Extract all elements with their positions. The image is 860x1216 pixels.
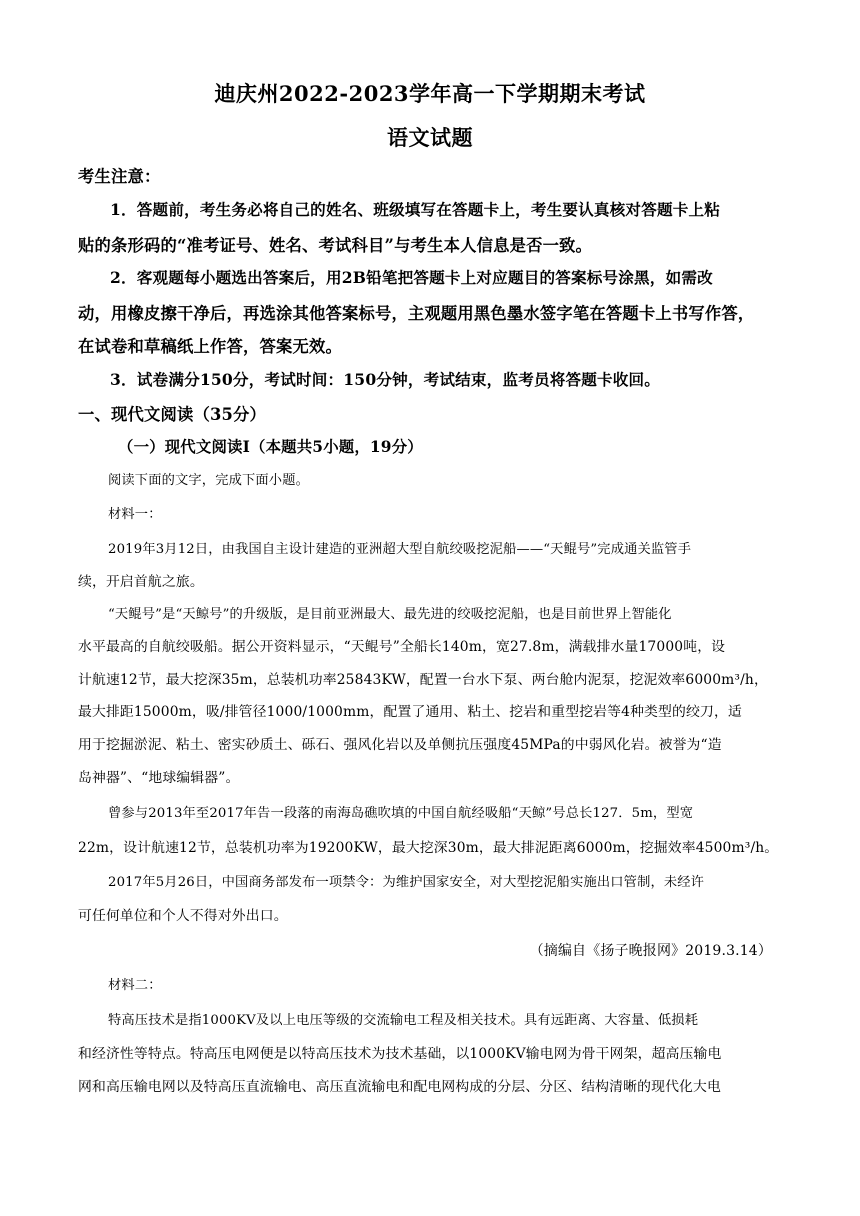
notice-line-2: 贴的条形码的“准考证号、姓名、考试科目”与考生本人信息是否一致。 <box>78 236 593 255</box>
notice-line-1: 1．答题前，考生务必将自己的姓名、班级填写在答题卡上，考生要认真核对答题卡上粘 <box>110 200 721 219</box>
exam-title: 迪庆州2022-2023学年高一下学期期末考试 <box>214 81 646 106</box>
material-1-line: 岛神器”、“地球编辑器”。 <box>78 770 240 786</box>
material-1-line: 计航速12节，最大挖深35m，总装机功率25843KW，配置一台水下泵、两台舱内泥泵，挖泥效率6000m³/h， <box>78 672 768 688</box>
material-1-line: 续，开启首航之旅。 <box>78 574 204 590</box>
notice-heading: 考生注意： <box>78 167 161 186</box>
material-1-line: 可任何单位和个人不得对外出口。 <box>78 908 288 924</box>
section-subheading: （一）现代文阅读Ⅰ（本题共5小题，19分） <box>118 438 423 456</box>
material-1-line: 水平最高的自航绞吸船。据公开资料显示，“天鲲号”全船长140m，宽27.8m，满载排水量17000吨，设 <box>78 639 726 655</box>
notice-line-3: 2．客观题每小题选出答案后，用2B铅笔把答题卡上对应题目的答案标号涂黑，如需改 <box>110 268 713 287</box>
material-2-label: 材料二： <box>108 978 162 993</box>
material-1-line: 2019年3月12日，由我国自主设计建造的亚洲超大型自航绞吸挖泥船——“天鲲号”完成通关监管手 <box>108 542 692 557</box>
reading-instruction: 阅读下面的文字，完成下面小题。 <box>108 473 310 488</box>
material-1-line: “天鲲号”是“天鲸号”的升级版，是目前亚洲最大、最先进的绞吸挖泥船，也是目前世界上智能化 <box>108 607 672 622</box>
notice-line-5: 在试卷和草稿纸上作答，答案无效。 <box>78 337 342 356</box>
material-1-line: 最大排距15000m，吸/排管径1000/1000mm，配置了通用、粘土、挖岩和重型挖岩等4种类型的绞刀，适 <box>78 704 742 720</box>
material-1-label: 材料一： <box>108 507 162 522</box>
material-2-line: 和经济性等特点。特高压电网便是以特高压技术为技术基础，以1000KV输电网为骨干网架，超高压输电 <box>78 1046 722 1062</box>
material-2-line: 网和高压输电网以及特高压直流输电、高压直流输电和配电网构成的分层、分区、结构清晰的现代化大电 <box>78 1079 721 1095</box>
material-1-line: 曾参与2013年至2017年告一段落的南海岛礁吹填的中国自航经吸船“天鲸”号总长127．5m，型宽 <box>108 806 694 821</box>
material-1-line: 2017年5月26日，中国商务部发布一项禁令：为维护国家安全，对大型挖泥船实施出口管制，未经许 <box>108 875 705 890</box>
material-1-source: （摘编自《扬子晚报网》2019.3.14） <box>529 943 772 959</box>
material-1-line: 用于挖掘淤泥、粘土、密实砂质土、砾石、强风化岩以及单侧抗压强度45MPa的中弱风化岩。被誉为“造 <box>78 737 722 753</box>
section-heading: 一、现代文阅读（35分） <box>78 405 267 424</box>
material-1-line: 22m，设计航速12节，总装机功率为19200KW，最大挖深30m，最大排泥距离6000m，挖掘效率4500m³/h。 <box>78 840 779 856</box>
notice-line-6: 3．试卷满分150分，考试时间：150分钟，考试结束，监考员将答题卡收回。 <box>110 370 661 389</box>
material-2-line: 特高压技术是指1000KV及以上电压等级的交流输电工程及相关技术。具有远距离、大容量、低损耗 <box>108 1013 699 1028</box>
exam-subtitle: 语文试题 <box>387 125 473 150</box>
notice-line-4: 动，用橡皮擦干净后，再选涂其他答案标号，主观题用黑色墨水签字笔在答题卡上书写作答， <box>78 304 755 323</box>
